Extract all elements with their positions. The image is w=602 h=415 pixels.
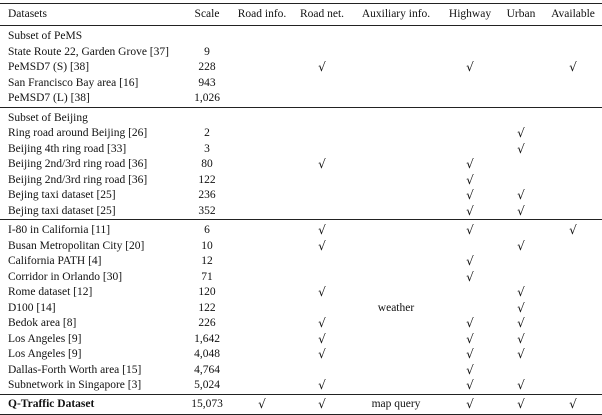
urban-cell (498, 173, 544, 189)
available-cell (544, 173, 602, 189)
table-row (0, 285, 602, 301)
table-row (0, 254, 602, 270)
table-row (0, 91, 602, 107)
auxiliary-info-cell (350, 76, 442, 92)
urban-cell (498, 91, 544, 107)
highway-cell: √ (466, 188, 474, 202)
highway-cell: √ (466, 269, 474, 284)
available-cell (544, 126, 602, 142)
road-info-cell (230, 204, 294, 220)
table-row (0, 301, 602, 317)
scale-cell: 12 (201, 255, 213, 267)
header-row (0, 4, 602, 26)
highway-cell: √ (442, 220, 498, 239)
header-available: Available (544, 4, 602, 26)
available-cell: √ (544, 220, 602, 239)
road-info-cell (230, 363, 294, 379)
table-row (0, 363, 602, 379)
dataset-name-cell: Los Angeles [9] (8, 332, 82, 345)
urban-cell (498, 270, 544, 286)
auxiliary-info-cell (350, 285, 442, 301)
available-cell (544, 378, 602, 394)
highway-cell: √ (466, 172, 474, 187)
dataset-name-cell: Beijing 2nd/3rd ring road [36] (8, 173, 148, 186)
road-info-cell (230, 285, 294, 301)
dataset-name-cell: Subnetwork in Singapore [3] (8, 379, 142, 391)
road-net-cell (294, 188, 350, 204)
highway-cell: √ (442, 394, 498, 414)
available-cell (544, 270, 602, 286)
road-net-cell: √ (294, 394, 350, 414)
scale-cell: 71 (201, 270, 213, 283)
available-cell (544, 254, 602, 270)
dataset-name-cell: Los Angeles [9] (8, 348, 82, 360)
q-traffic-row (0, 394, 602, 414)
available-cell (544, 157, 602, 173)
dataset-name-cell: Beijing 4th ring road [33] (8, 142, 127, 155)
urban-cell (498, 76, 544, 92)
available-cell (544, 142, 602, 158)
section-title: Subset of PeMS (0, 26, 602, 45)
highway-cell: √ (466, 60, 474, 74)
urban-cell: √ (517, 316, 525, 330)
scale-cell: 2 (204, 127, 210, 139)
auxiliary-info-cell (350, 254, 442, 270)
urban-cell (498, 157, 544, 173)
road-net-cell (294, 270, 350, 286)
scale-cell: 943 (198, 76, 216, 89)
road-net-cell (294, 204, 350, 220)
available-cell: √ (569, 60, 577, 74)
road-info-cell (230, 142, 294, 158)
road-net-cell (294, 173, 350, 189)
auxiliary-info-cell (350, 239, 442, 255)
auxiliary-info-cell (350, 270, 442, 286)
road-net-cell: √ (318, 316, 326, 330)
dataset-name-cell: Ring road around Beijing [26] (8, 127, 148, 139)
road-net-cell (294, 45, 350, 61)
header-road-net: Road net. (294, 4, 350, 26)
highway-cell: √ (466, 331, 474, 346)
highway-cell (442, 45, 498, 61)
scale-cell: 1,642 (194, 332, 220, 345)
road-info-cell (230, 45, 294, 61)
table-row (0, 157, 602, 173)
available-cell (544, 285, 602, 301)
road-net-cell (294, 126, 350, 142)
urban-cell (498, 220, 544, 239)
road-info-cell: √ (230, 394, 294, 414)
road-net-cell: √ (294, 220, 350, 239)
section-title-row (0, 107, 602, 126)
road-net-cell (294, 91, 350, 107)
scale-cell: 236 (198, 189, 216, 201)
road-info-cell (230, 76, 294, 92)
dataset-name-cell: Corridor in Orlando [30] (8, 270, 123, 283)
highway-cell (442, 239, 498, 255)
header-highway: Highway (442, 4, 498, 26)
table-row (0, 45, 602, 61)
auxiliary-info-cell (350, 142, 442, 158)
urban-cell: √ (517, 300, 525, 315)
urban-cell: √ (517, 141, 525, 156)
scale-cell: 9 (204, 45, 210, 58)
auxiliary-info-cell (350, 60, 442, 76)
road-net-cell: √ (318, 331, 326, 346)
highway-cell: √ (466, 362, 474, 377)
highway-cell: √ (466, 157, 474, 171)
urban-cell: √ (498, 394, 544, 414)
road-info-cell (230, 173, 294, 189)
urban-cell (498, 254, 544, 270)
urban-cell: √ (517, 238, 525, 253)
road-info-cell (230, 91, 294, 107)
auxiliary-info-cell (350, 363, 442, 379)
section-title-row (0, 26, 602, 45)
dataset-name-cell: PeMSD7 (S) [38] (8, 61, 90, 73)
highway-cell (442, 76, 498, 92)
urban-cell: √ (517, 126, 525, 140)
table-row (0, 378, 602, 394)
auxiliary-info-cell (350, 188, 442, 204)
header-datasets: Datasets (0, 4, 184, 26)
dataset-name-cell: Bejing taxi dataset [25] (8, 189, 116, 201)
table-row (0, 60, 602, 76)
road-info-cell (230, 301, 294, 317)
section-title: Subset of Beijing (0, 107, 602, 126)
available-cell: √ (544, 394, 602, 414)
road-info-cell (230, 188, 294, 204)
available-cell (544, 204, 602, 220)
road-net-cell: √ (318, 347, 326, 361)
scale-cell: 122 (198, 173, 216, 186)
table-body (0, 26, 602, 415)
available-cell (544, 76, 602, 92)
table-row (0, 188, 602, 204)
auxiliary-info-cell: weather (377, 301, 415, 314)
header-scale: Scale (184, 4, 230, 26)
urban-cell (498, 45, 544, 61)
highway-cell: √ (466, 347, 474, 361)
auxiliary-info-cell (350, 220, 442, 239)
dataset-name-cell: State Route 22, Garden Grove [37] (8, 45, 169, 58)
road-info-cell (230, 220, 294, 239)
auxiliary-info-cell (350, 45, 442, 61)
dataset-name-cell: Dallas-Forth Worth area [15] (8, 363, 142, 376)
highway-cell: √ (466, 254, 474, 268)
table-row (0, 316, 602, 332)
available-cell (544, 188, 602, 204)
road-info-cell (230, 332, 294, 348)
auxiliary-info-cell (350, 332, 442, 348)
scale-cell: 122 (198, 301, 216, 314)
highway-cell: √ (466, 316, 474, 330)
road-info-cell (230, 126, 294, 142)
scale-cell: 120 (198, 286, 216, 298)
available-cell (544, 332, 602, 348)
table-row (0, 204, 602, 220)
auxiliary-info-cell (350, 378, 442, 394)
header-road-info: Road info. (230, 4, 294, 26)
urban-cell: √ (517, 203, 525, 218)
highway-cell: √ (466, 378, 474, 392)
table-row (0, 239, 602, 255)
dataset-name-cell: California PATH [4] (8, 255, 102, 267)
dataset-name-cell: Bejing taxi dataset [25] (8, 204, 116, 217)
header-auxiliary-info: Auxiliary info. (350, 4, 442, 26)
urban-cell: √ (517, 331, 525, 346)
road-info-cell (230, 60, 294, 76)
scale-cell: 80 (201, 158, 213, 170)
scale-cell: 1,026 (194, 92, 220, 104)
urban-cell: √ (517, 285, 525, 299)
available-cell (544, 301, 602, 317)
highway-cell (442, 126, 498, 142)
road-info-cell (230, 157, 294, 173)
road-net-cell (294, 76, 350, 92)
urban-cell: √ (517, 188, 525, 202)
scale-cell: 228 (198, 61, 216, 73)
road-info-cell (230, 270, 294, 286)
auxiliary-info-cell (350, 126, 442, 142)
auxiliary-info-cell (350, 204, 442, 220)
auxiliary-info-cell (350, 173, 442, 189)
auxiliary-info-cell: map query (350, 394, 442, 414)
road-net-cell (294, 254, 350, 270)
road-info-cell (230, 347, 294, 363)
road-net-cell: √ (318, 157, 326, 171)
table-row (0, 347, 602, 363)
auxiliary-info-cell (350, 316, 442, 332)
highway-cell (442, 285, 498, 301)
scale-cell: 6 (184, 220, 230, 239)
header-urban: Urban (498, 4, 544, 26)
auxiliary-info-cell (350, 157, 442, 173)
road-net-cell (294, 301, 350, 317)
scale-cell: 5,024 (194, 379, 220, 391)
road-info-cell (230, 239, 294, 255)
dataset-name-cell: Bedok area [8] (8, 317, 77, 329)
scale-cell: 10 (201, 239, 213, 252)
scale-cell: 3 (204, 142, 210, 155)
dataset-name-cell: Beijing 2nd/3rd ring road [36] (8, 158, 148, 170)
auxiliary-info-cell (350, 347, 442, 363)
scale-cell: 226 (198, 317, 216, 329)
road-net-cell (294, 142, 350, 158)
urban-cell (498, 363, 544, 379)
dataset-name-cell: I-80 in California [11] (0, 220, 184, 239)
table-row (0, 332, 602, 348)
scale-cell: 352 (198, 204, 216, 217)
table-row (0, 270, 602, 286)
dataset-name-cell: Q-Traffic Dataset (0, 394, 184, 414)
table-row (0, 220, 602, 239)
dataset-name-cell: D100 [14] (8, 301, 56, 314)
table-row (0, 126, 602, 142)
road-net-cell: √ (318, 285, 326, 299)
road-info-cell (230, 316, 294, 332)
datasets-comparison-table (0, 3, 602, 415)
table-row (0, 142, 602, 158)
road-net-cell (294, 363, 350, 379)
dataset-name-cell: Rome dataset [12] (8, 286, 93, 298)
highway-cell (442, 301, 498, 317)
dataset-name-cell: San Francisco Bay area [16] (8, 76, 139, 89)
table-row (0, 173, 602, 189)
auxiliary-info-cell (350, 91, 442, 107)
road-info-cell (230, 254, 294, 270)
urban-cell (498, 60, 544, 76)
highway-cell (442, 142, 498, 158)
scale-cell: 15,073 (184, 394, 230, 414)
table-row (0, 76, 602, 92)
road-net-cell: √ (318, 60, 326, 74)
urban-cell: √ (517, 347, 525, 361)
dataset-name-cell: PeMSD7 (L) [38] (8, 92, 90, 104)
available-cell (544, 347, 602, 363)
available-cell (544, 91, 602, 107)
road-info-cell (230, 378, 294, 394)
available-cell (544, 316, 602, 332)
road-net-cell: √ (318, 378, 326, 392)
highway-cell (442, 91, 498, 107)
scale-cell: 4,048 (194, 348, 220, 360)
available-cell (544, 363, 602, 379)
dataset-name-cell: Busan Metropolitan City [20] (8, 239, 145, 252)
urban-cell: √ (517, 378, 525, 392)
road-net-cell: √ (318, 238, 326, 253)
available-cell (544, 45, 602, 61)
datasets-comparison-table-wrapper (0, 3, 602, 415)
scale-cell: 4,764 (194, 363, 220, 376)
available-cell (544, 239, 602, 255)
highway-cell: √ (466, 203, 474, 218)
